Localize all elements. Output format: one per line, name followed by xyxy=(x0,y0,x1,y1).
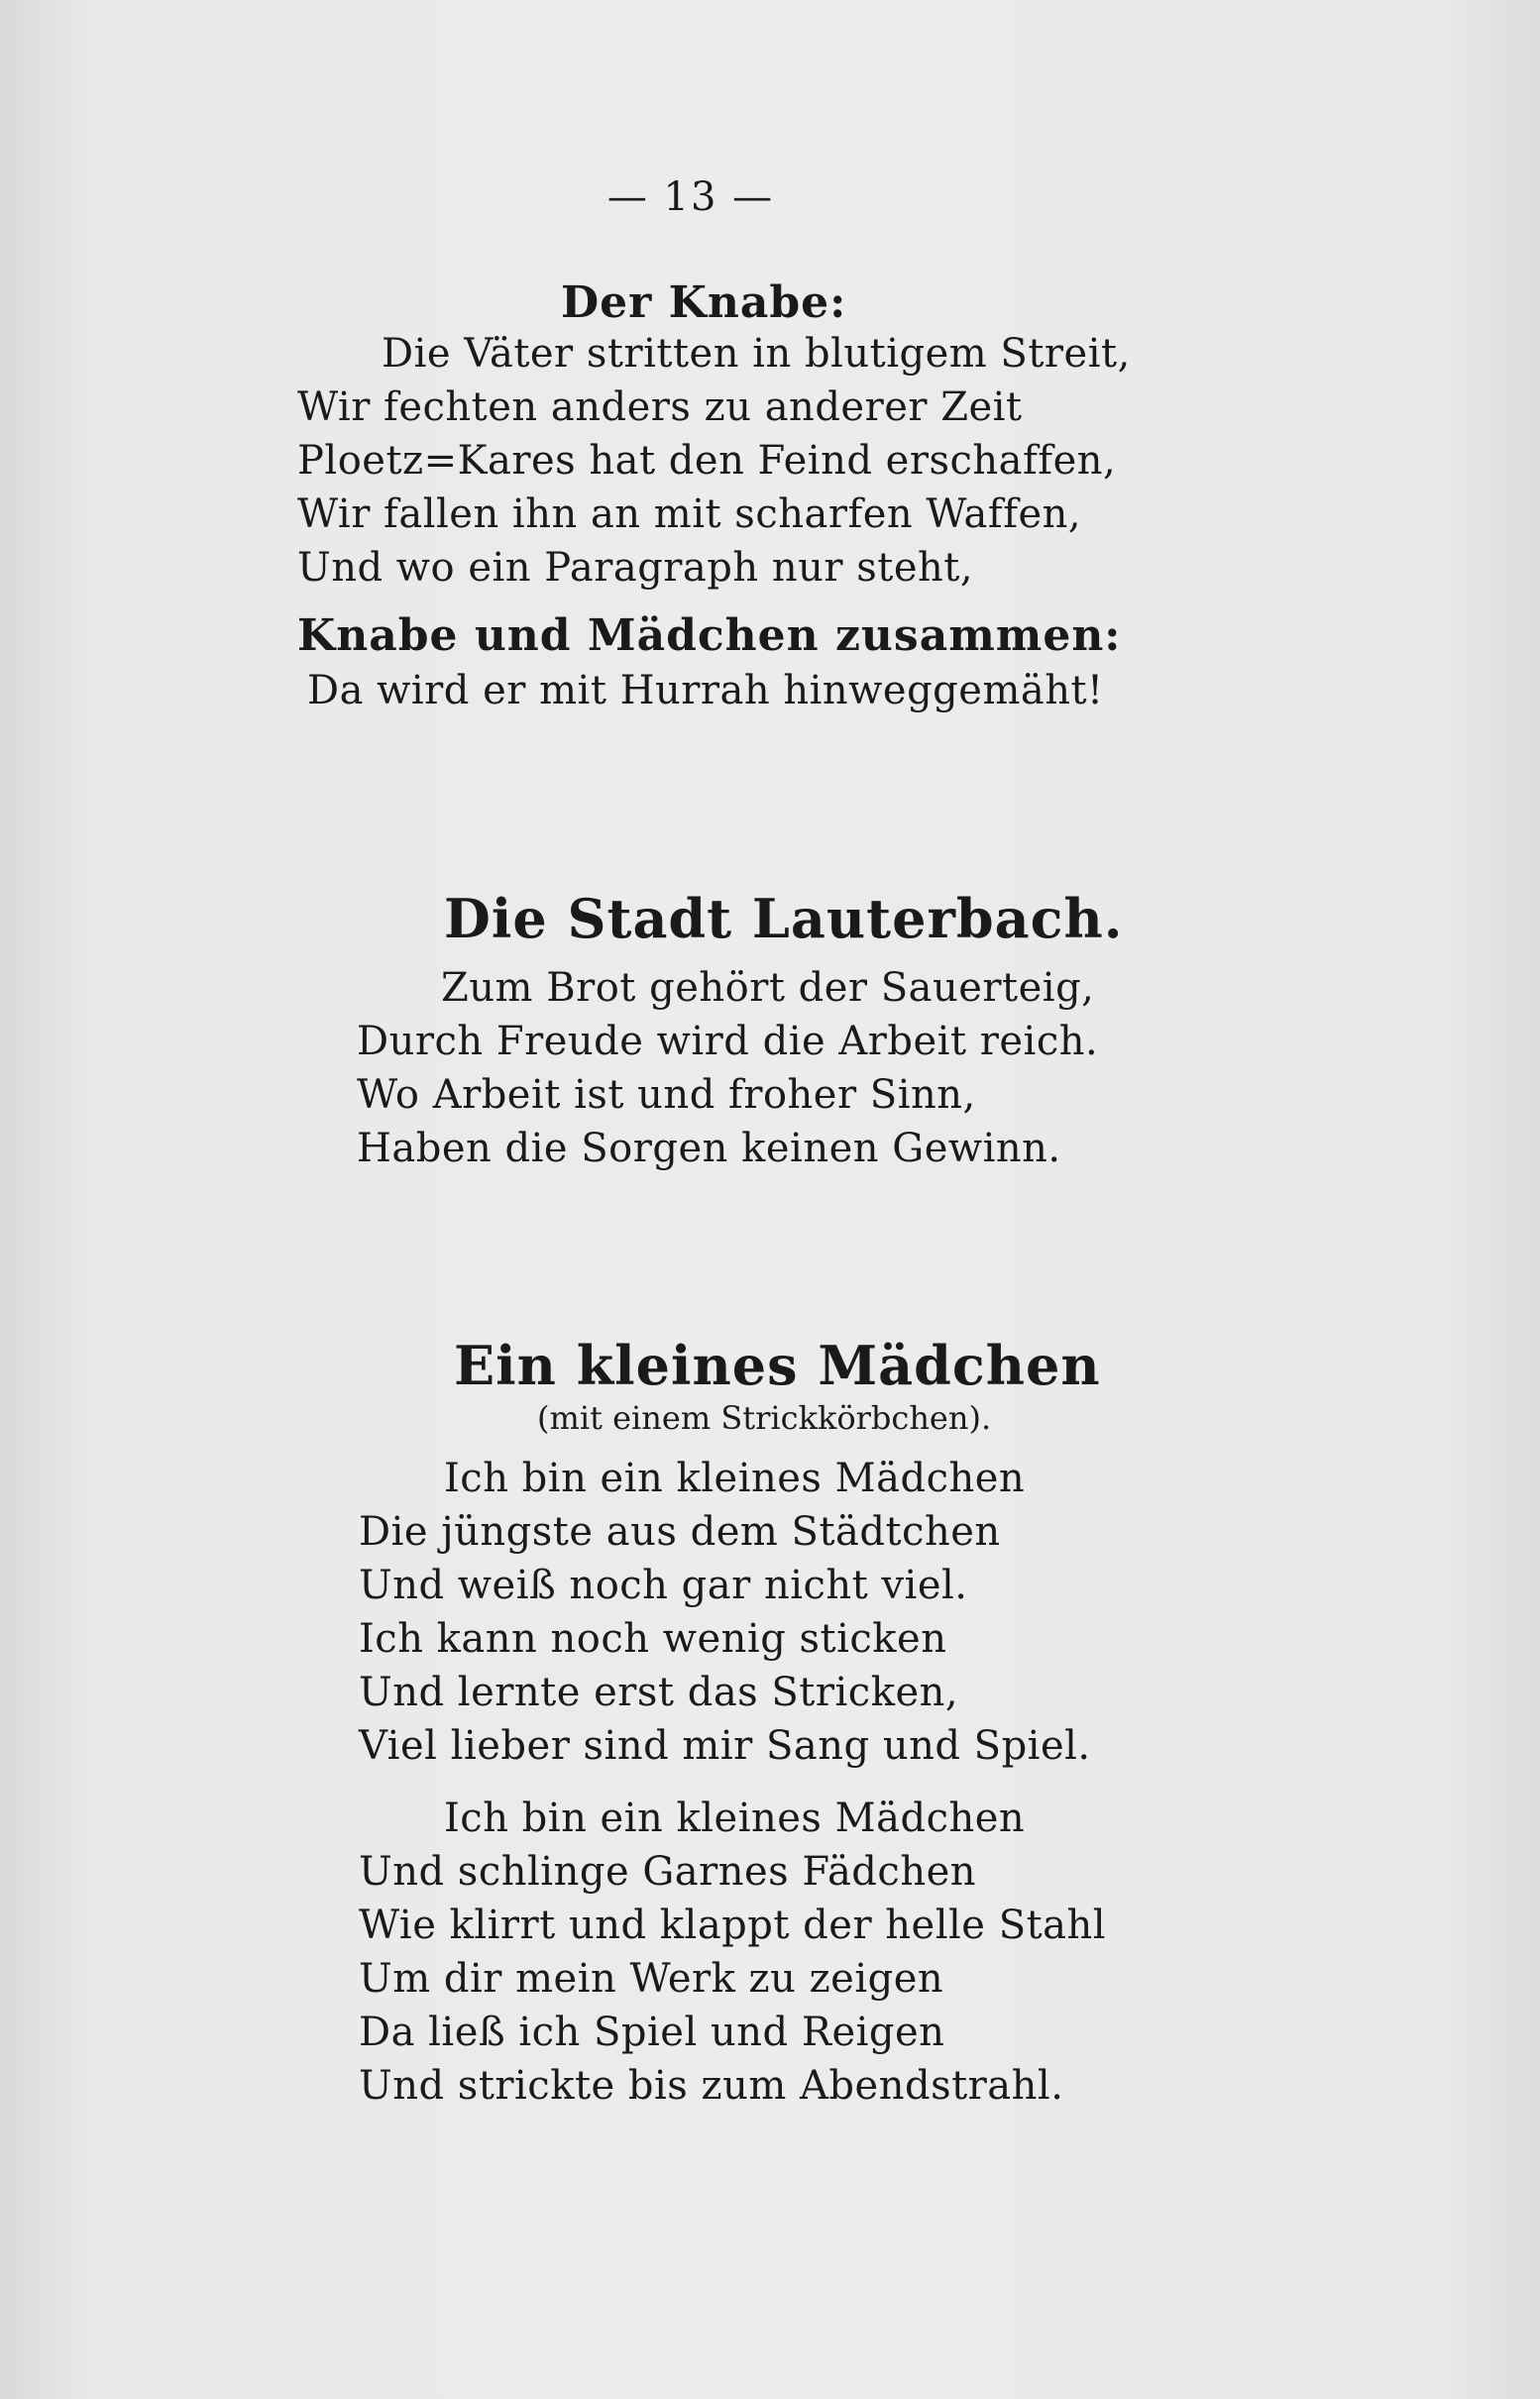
verse-line: Ich bin ein kleines Mädchen xyxy=(444,1456,1026,1501)
verse-line: Und wo ein Paragraph nur steht, xyxy=(297,545,974,591)
verse-line: Zum Brot gehört der Sauerteig, xyxy=(441,965,1095,1011)
verse-line: Und strickte bis zum Abendstrahl. xyxy=(359,2063,1064,2109)
verse-line: Durch Freude wird die Arbeit reich. xyxy=(357,1019,1099,1064)
verse-line: Um dir mein Werk zu zeigen xyxy=(359,1956,944,2002)
verse-line: Und weiß noch gar nicht viel. xyxy=(359,1563,968,1608)
verse-line: Die Väter stritten in blutigem Streit, xyxy=(382,331,1131,377)
verse-line: Wir fallen ihn an mit scharfen Waffen, xyxy=(297,491,1082,537)
verse-line: Haben die Sorgen keinen Gewinn. xyxy=(357,1126,1061,1171)
verse-line: Da ließ ich Spiel und Reigen xyxy=(359,2010,945,2055)
poem-title: Die Stadt Lauterbach. xyxy=(444,887,1124,950)
verse-line: Wir fechten anders zu anderer Zeit xyxy=(297,384,1023,430)
verse-line: Und lernte erst das Stricken, xyxy=(359,1670,959,1715)
verse-line: Wie klirrt und klappt der helle Stahl xyxy=(359,1903,1107,1948)
verse-line: Ploetz=Kares hat den Feind erschaffen, xyxy=(297,438,1117,484)
poem-subtitle: (mit einem Strickkörbchen). xyxy=(537,1399,992,1437)
verse-line: Viel lieber sind mir Sang und Spiel. xyxy=(359,1723,1091,1769)
speaker-label-together: Knabe und Mädchen zusammen: xyxy=(297,610,1122,661)
verse-line: Ich kann noch wenig sticken xyxy=(359,1616,947,1662)
page-number: — 13 — xyxy=(606,174,775,220)
verse-line: Da wird er mit Hurrah hinweggemäht! xyxy=(307,668,1104,713)
speaker-label-knabe: Der Knabe: xyxy=(561,277,847,328)
verse-line: Ich bin ein kleines Mädchen xyxy=(444,1796,1026,1841)
verse-line: Wo Arbeit ist und froher Sinn, xyxy=(357,1072,976,1118)
verse-line: Die jüngste aus dem Städtchen xyxy=(359,1509,1001,1555)
verse-line: Und schlinge Garnes Fädchen xyxy=(359,1849,977,1895)
poem-title: Ein kleines Mädchen xyxy=(454,1334,1101,1397)
